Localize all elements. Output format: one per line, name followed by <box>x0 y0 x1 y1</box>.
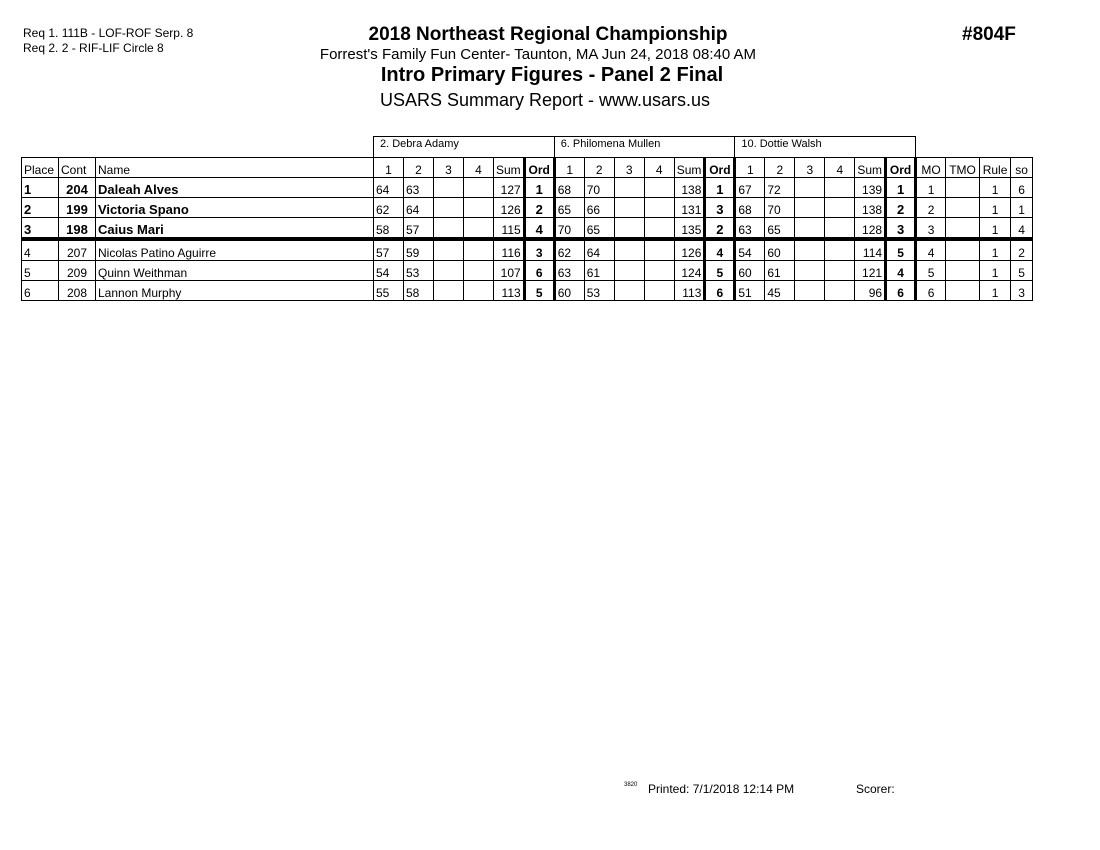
table-row <box>22 239 1033 261</box>
score-1-cell: 63 <box>735 218 765 240</box>
so-cell: 5 <box>1011 261 1033 281</box>
sum-cell: 126 <box>494 198 525 218</box>
sum-cell: 115 <box>494 218 525 240</box>
name-cell: Daleah Alves <box>96 178 374 198</box>
sum-cell: 138 <box>674 178 705 198</box>
judge-1-name: 2. Debra Adamy <box>374 137 555 158</box>
score-2-cell: 59 <box>404 239 434 261</box>
score-3-cell <box>795 239 825 261</box>
judge-3-name: 10. Dottie Walsh <box>735 137 916 158</box>
name-cell: Nicolas Patino Aguirre <box>96 239 374 261</box>
score-1-cell: 70 <box>554 218 584 240</box>
score-2-cell: 60 <box>765 239 795 261</box>
judge-header-row <box>22 137 1033 158</box>
ord-cell: 5 <box>524 281 554 301</box>
col-judge1-s3: 3 <box>434 158 464 178</box>
score-1-cell: 67 <box>735 178 765 198</box>
col-judge2-sum: Sum <box>674 158 705 178</box>
score-1-cell: 60 <box>554 281 584 301</box>
score-4-cell <box>464 261 494 281</box>
col-judge2-ord: Ord <box>705 158 735 178</box>
sum-cell: 113 <box>674 281 705 301</box>
place-cell: 1 <box>22 178 59 198</box>
col-mo: MO <box>916 158 946 178</box>
score-1-cell: 68 <box>735 198 765 218</box>
col-judge2-s3: 3 <box>614 158 644 178</box>
score-4-cell <box>464 239 494 261</box>
col-tmo: TMO <box>946 158 980 178</box>
mo-cell: 3 <box>916 218 946 240</box>
score-1-cell: 62 <box>554 239 584 261</box>
column-header-row <box>22 158 1033 178</box>
ord-cell: 1 <box>886 178 916 198</box>
score-3-cell <box>795 281 825 301</box>
mo-cell: 4 <box>916 239 946 261</box>
col-judge2-s4: 4 <box>644 158 674 178</box>
ord-cell: 1 <box>524 178 554 198</box>
score-2-cell: 61 <box>765 261 795 281</box>
mo-cell: 1 <box>916 178 946 198</box>
event-number: #804F <box>962 24 1016 45</box>
sum-cell: 131 <box>674 198 705 218</box>
ord-cell: 4 <box>524 218 554 240</box>
cont-cell: 209 <box>59 261 96 281</box>
col-judge3-ord: Ord <box>886 158 916 178</box>
sum-cell: 96 <box>855 281 886 301</box>
ord-cell: 6 <box>705 281 735 301</box>
rule-cell: 1 <box>980 178 1011 198</box>
score-1-cell: 54 <box>735 239 765 261</box>
tmo-cell <box>946 261 980 281</box>
sum-cell: 139 <box>855 178 886 198</box>
col-judge3-s2: 2 <box>765 158 795 178</box>
score-3-cell <box>795 261 825 281</box>
rule-cell: 1 <box>980 261 1011 281</box>
col-judge1-ord: Ord <box>524 158 554 178</box>
event-title: Intro Primary Figures - Panel 2 Final <box>380 64 724 86</box>
col-judge2-s1: 1 <box>554 158 584 178</box>
col-judge1-s1: 1 <box>374 158 404 178</box>
score-4-cell <box>825 281 855 301</box>
ord-cell: 1 <box>705 178 735 198</box>
place-cell: 4 <box>22 239 59 261</box>
table-row <box>22 261 1033 281</box>
score-3-cell <box>614 239 644 261</box>
ord-cell: 5 <box>705 261 735 281</box>
score-3-cell <box>614 198 644 218</box>
tmo-cell <box>946 281 980 301</box>
rule-cell: 1 <box>980 218 1011 240</box>
score-4-cell <box>825 218 855 240</box>
score-2-cell: 63 <box>404 178 434 198</box>
score-1-cell: 60 <box>735 261 765 281</box>
score-3-cell <box>614 218 644 240</box>
score-1-cell: 58 <box>374 218 404 240</box>
score-4-cell <box>825 178 855 198</box>
sum-cell: 128 <box>855 218 886 240</box>
table-row <box>22 178 1033 198</box>
judge-2-name: 6. Philomena Mullen <box>554 137 735 158</box>
sum-cell: 116 <box>494 239 525 261</box>
sum-cell: 114 <box>855 239 886 261</box>
score-3-cell <box>434 198 464 218</box>
col-judge3-s4: 4 <box>825 158 855 178</box>
score-1-cell: 63 <box>554 261 584 281</box>
mo-cell: 6 <box>916 281 946 301</box>
col-name: Name <box>96 158 374 178</box>
score-4-cell <box>644 261 674 281</box>
col-judge1-s2: 2 <box>404 158 434 178</box>
rule-cell: 1 <box>980 198 1011 218</box>
so-cell: 2 <box>1011 239 1033 261</box>
score-2-cell: 57 <box>404 218 434 240</box>
ord-cell: 2 <box>886 198 916 218</box>
score-2-cell: 70 <box>584 178 614 198</box>
cont-cell: 198 <box>59 218 96 240</box>
score-1-cell: 62 <box>374 198 404 218</box>
score-3-cell <box>434 281 464 301</box>
score-2-cell: 64 <box>404 198 434 218</box>
score-4-cell <box>644 178 674 198</box>
tmo-cell <box>946 239 980 261</box>
scorer-label: Scorer: <box>856 782 895 796</box>
printed-timestamp: Printed: 7/1/2018 12:14 PM <box>648 782 795 796</box>
ord-cell: 3 <box>524 239 554 261</box>
score-2-cell: 64 <box>584 239 614 261</box>
score-3-cell <box>434 178 464 198</box>
score-4-cell <box>825 198 855 218</box>
score-3-cell <box>795 178 825 198</box>
ord-cell: 3 <box>886 218 916 240</box>
competition-title: 2018 Northeast Regional Championship <box>368 24 728 45</box>
results-table <box>21 136 1033 301</box>
score-3-cell <box>614 178 644 198</box>
score-1-cell: 51 <box>735 281 765 301</box>
score-4-cell <box>464 198 494 218</box>
score-1-cell: 65 <box>554 198 584 218</box>
score-4-cell <box>644 198 674 218</box>
table-row <box>22 281 1033 301</box>
ord-cell: 3 <box>705 198 735 218</box>
ord-cell: 5 <box>886 239 916 261</box>
name-cell: Caius Mari <box>96 218 374 240</box>
so-cell: 6 <box>1011 178 1033 198</box>
ord-cell: 2 <box>524 198 554 218</box>
score-2-cell: 70 <box>765 198 795 218</box>
col-so: so <box>1011 158 1033 178</box>
col-rule: Rule <box>980 158 1011 178</box>
score-2-cell: 66 <box>584 198 614 218</box>
requirement-2: Req 2. 2 - RIF-LIF Circle 8 <box>23 41 164 55</box>
ord-cell: 6 <box>886 281 916 301</box>
venue-date: Forrest's Family Fun Center- Taunton, MA Jun 24, 2018 08:40 AM <box>319 46 757 63</box>
score-4-cell <box>644 281 674 301</box>
score-3-cell <box>434 218 464 240</box>
score-4-cell <box>644 218 674 240</box>
place-cell: 3 <box>22 218 59 240</box>
score-1-cell: 54 <box>374 261 404 281</box>
col-judge3-s3: 3 <box>795 158 825 178</box>
tmo-cell <box>946 178 980 198</box>
col-judge1-s4: 4 <box>464 158 494 178</box>
sum-cell: 124 <box>674 261 705 281</box>
ord-cell: 2 <box>705 218 735 240</box>
name-cell: Quinn Weithman <box>96 261 374 281</box>
score-3-cell <box>434 239 464 261</box>
ord-cell: 4 <box>886 261 916 281</box>
score-2-cell: 61 <box>584 261 614 281</box>
tmo-cell <box>946 198 980 218</box>
sum-cell: 138 <box>855 198 886 218</box>
score-4-cell <box>825 239 855 261</box>
score-1-cell: 68 <box>554 178 584 198</box>
tmo-cell <box>946 218 980 240</box>
score-4-cell <box>464 178 494 198</box>
score-3-cell <box>614 281 644 301</box>
so-cell: 4 <box>1011 218 1033 240</box>
mo-cell: 2 <box>916 198 946 218</box>
col-judge1-sum: Sum <box>494 158 525 178</box>
score-4-cell <box>825 261 855 281</box>
cont-cell: 204 <box>59 178 96 198</box>
score-3-cell <box>614 261 644 281</box>
col-place: Place <box>22 158 59 178</box>
name-cell: Lannon Murphy <box>96 281 374 301</box>
sum-cell: 126 <box>674 239 705 261</box>
col-judge2-s2: 2 <box>584 158 614 178</box>
score-1-cell: 55 <box>374 281 404 301</box>
rule-cell: 1 <box>980 281 1011 301</box>
score-2-cell: 58 <box>404 281 434 301</box>
sum-cell: 135 <box>674 218 705 240</box>
sum-cell: 127 <box>494 178 525 198</box>
table-row <box>22 218 1033 240</box>
place-cell: 5 <box>22 261 59 281</box>
score-2-cell: 65 <box>584 218 614 240</box>
score-4-cell <box>464 281 494 301</box>
report-title: USARS Summary Report - www.usars.us <box>379 90 711 110</box>
score-3-cell <box>795 218 825 240</box>
footer-code: 3820 <box>624 782 638 788</box>
cont-cell: 208 <box>59 281 96 301</box>
score-4-cell <box>644 239 674 261</box>
requirement-1: Req 1. 111B - LOF-ROF Serp. 8 <box>23 26 194 40</box>
ord-cell: 4 <box>705 239 735 261</box>
so-cell: 1 <box>1011 198 1033 218</box>
col-cont: Cont <box>59 158 96 178</box>
sum-cell: 113 <box>494 281 525 301</box>
ord-cell: 6 <box>524 261 554 281</box>
col-judge3-sum: Sum <box>855 158 886 178</box>
score-2-cell: 45 <box>765 281 795 301</box>
score-1-cell: 57 <box>374 239 404 261</box>
score-2-cell: 65 <box>765 218 795 240</box>
col-judge3-s1: 1 <box>735 158 765 178</box>
name-cell: Victoria Spano <box>96 198 374 218</box>
place-cell: 6 <box>22 281 59 301</box>
sum-cell: 107 <box>494 261 525 281</box>
score-2-cell: 53 <box>404 261 434 281</box>
score-4-cell <box>464 218 494 240</box>
score-3-cell <box>434 261 464 281</box>
score-1-cell: 64 <box>374 178 404 198</box>
cont-cell: 199 <box>59 198 96 218</box>
score-2-cell: 53 <box>584 281 614 301</box>
score-2-cell: 72 <box>765 178 795 198</box>
mo-cell: 5 <box>916 261 946 281</box>
table-row <box>22 198 1033 218</box>
so-cell: 3 <box>1011 281 1033 301</box>
score-3-cell <box>795 198 825 218</box>
sum-cell: 121 <box>855 261 886 281</box>
place-cell: 2 <box>22 198 59 218</box>
rule-cell: 1 <box>980 239 1011 261</box>
cont-cell: 207 <box>59 239 96 261</box>
